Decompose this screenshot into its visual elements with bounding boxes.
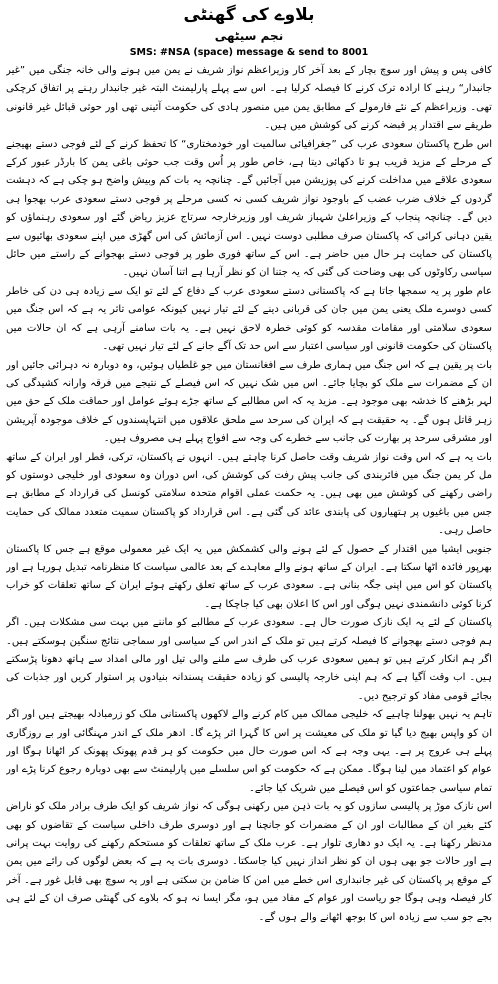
article-paragraph: بات پر یقین ہے کہ اس جنگ میں ہماری طرف سے افغانستان میں جو غلطیاں ہوئیں، وہ دوبارہ نہ دہرائی جائیں اور ان کے مضمرات سے ملک کو بچایا جائے۔ اس میں شک نہیں کہ اس فیصلے کے نتیجے میں فرقہ وارانہ کشیدگی کی لہر بڑھنے کا خدشہ بھی موجود ہے۔ مزید یہ کہ اس مطالبے کے ساتھ جڑے ہوئے عوامل اور حماقت ملک کے حق میں زہر قاتل ہوں گے۔ یہ حقیقت ہے کہ ایران کی سرحد سے ملحق علاقوں میں انتہاپسندوں کے خلاف موجودہ آپریشن اور مشرقی سرحد پر بھارت کی جانب سے خطرے کی وجہ سے افواج پہلے ہی مصروف ہیں۔ bbox=[6, 359, 492, 445]
article-paragraph: پاکستان کے لئے یہ ایک نازک صورت حال ہے۔ سعودی عرب کے مطالبے کو ماننے میں بہت سی مشکلات ہیں۔ اگر ہم فوجی دستے بھجوانے کا فیصلہ کرتے ہیں تو ملک کے اندر اس کے سیاسی اور سماجی نتائج سنگین ہوسکتے ہیں۔ اگر ہم انکار کرتے ہیں تو ہمیں سعودی عرب کی طرف سے ملنے والی تیل اور مالی امداد سے ہاتھ دھونا پڑسکتے ہیں۔ اب وقت آگیا ہے کہ ہم اپنی خارجہ پالیسی کو زیادہ حقیقت پسندانہ بنیادوں پر استوار کریں اور جذبات کی بجائے قومی مفاد کو ترجیح دیں۔ bbox=[6, 617, 492, 702]
article-paragraph: اس طرح پاکستان سعودی عرب کی ”جغرافیائی سالمیت اور خودمختاری“ کا تحفظ کرنے کے لئے فوجی دستے بھیجنے کے مرحلے کے مزید قریب ہو تا دکھائی دیتا ہے، خاص طور پر اُس وقت جب حوثی باغی یمن کا بارڈر عبور کرکے سعودی علاقے میں مداخلت کرنے کی پوزیشن میں آجائیں گے۔ چنانچہ یہ بات کم وبیش واضح ہو چکی ہے کہ دہشت گردوں کے خلاف ضرب عضب کے باوجود نواز شریف کسی نہ کسی مرحلے پر فوجی دستے سعودی عرب بھجوا ہی دیں گے۔ چنانچہ پنجاب کے وزیراعلیٰ شہباز شریف اور وزیرخارجہ سرتاج عزیز ریاض گئے اور سعودی رہنماؤں کو یقین دہانی کرائی کہ پاکستان صرف مطلبی دوست نہیں۔ اس آزمائش کی اس گھڑی میں اپنے سعودی بھائیوں سے پاکستان کی حمایت ہر حال میں حاضر ہے۔ اس کے ساتھ فوری طور پر فوجی دستے بھجوانے کے راستے میں حائل سیاسی رکاوٹوں کی بھی وضاحت کی گئی کہ یہ جتنا ان کو نظر آرہا ہے اتنا آسان نہیں۔ bbox=[6, 138, 492, 279]
article-paragraph: اس نازک موڑ پر پالیسی سازوں کو یہ بات ذہن میں رکھنی ہوگی کہ نواز شریف کو ایک طرف برادر ملک کو ناراض کئے بغیر ان کے مطالبات اور ان کے مضمرات کو جانچنا ہے اور دوسری طرف داخلی سیاست کے تقاضوں کو بھی مدنظر رکھنا ہے۔ یہ ایک دو دھاری تلوار ہے۔ عرب ملک کے ساتھ تعلقات کو مستحکم رکھنے کی روایت بہت پرانی ہے اور حالات جو بھی ہوں ان کو نظر انداز نہیں کیا جاسکتا۔ دوسری بات یہ ہے کہ بعض لوگوں کی رائے میں یمن کے موقع پر پاکستان کی غیر جانبداری اس خطے میں امن کا ضامن بن سکتی ہے اور یہ سوچ بھی قابل غور ہے۔ آخر کار فیصلہ وہی ہوگا جو ریاست اور عوام کے مفاد میں ہو، مگر ایسا نہ ہو کہ بلاوے کی گھنٹی صرف ان کے لئے ہی بجے جو سب سے زیادہ اس کا بوجھ اٹھانے والے ہوں گے۔ bbox=[6, 801, 492, 923]
article-paragraph: بات یہ ہے کہ اس وقت نواز شریف وقت حاصل کرنا چاہتے ہیں۔ انہوں نے پاکستان، ترکی، قطر اور ایران کے ساتھ مل کر یمن جنگ میں فائربندی کی جانب پیش رفت کی کوشش کی، اس دوران وہ سعودی اور خلیجی دوستوں کو راضی رکھنے کی کوشش میں بھی ہیں۔ یہ حکمت عملی اقوام متحدہ سلامتی کونسل کی قرارداد کے مطابق ہے جس میں باغیوں پر ہتھیاروں کی پابندی عائد کی گئی ہے۔ اس قرارداد کو پاکستان سمیت متعدد ممالک کی حمایت حاصل رہی۔ bbox=[6, 451, 492, 537]
article-paragraph: جنوبی ایشیا میں اقتدار کے حصول کے لئے ہونے والی کشمکش میں یہ ایک غیر معمولی موقع ہے جس کا پاکستان بھرپور فائدہ اٹھا سکتا ہے۔ ایران کے ساتھ ہونے والے معاہدے کے بعد عالمی سیاست کا منظرنامہ تبدیل ہورہا ہے اور پاکستان کو اس میں اپنی جگہ بنانی ہے۔ سعودی عرب کے ساتھ تعلق رکھتے ہوئے ایران کے ساتھ تعلقات کو خراب کرنا کوئی دانشمندی نہیں ہوگی اور اس کا اعلان بھی کیا جاچکا ہے۔ bbox=[6, 543, 492, 610]
article-paragraph: عام طور پر یہ سمجھا جاتا ہے کہ پاکستانی دستے سعودی عرب کے دفاع کے لئے تو ایک سے زیادہ ہی دن کی خاطر کسی دوسرے ملک یعنی یمن میں جان کی قربانی دینے کے لئے تیار نہیں کیونکہ عوامی تاثر یہ ہے کہ اس جنگ میں سعودی سلامتی اور مقامات مقدسہ کو کوئی خطرہ لاحق نہیں ہے۔ یہ بات سامنے آرہی ہے کہ ان حالات میں پاکستان کی حکومت قانونی اور سیاسی اعتبار سے اس حد تک آگے جانے کے لئے تیار نہیں تھی۔ bbox=[6, 285, 492, 353]
author-name: نجم سیٹھی bbox=[214, 29, 284, 43]
article-paragraph: کافی پس و پیش اور سوچ بچار کے بعد آخر کار وزیراعظم نواز شریف نے یمن میں ہونے والی خانہ جنگی میں ”غیر جانبدار“ رہنے کا ارادہ ترک کرنے کا فیصلہ کرلیا ہے۔ اس سے پہلے پارلیمنٹ البتہ غیر جانبدار رہنے پر اتفاق کرچکی تھی۔ وزیراعظم کے نئے فارمولے کے مطابق یمن میں منصور ہادی کی حکومت آئینی تھی اور حوثی قبائل غیر قانونی طریقے سے اقتدار پر قبضہ کرنے کی کوشش میں ہیں۔ bbox=[6, 65, 492, 132]
article-body bbox=[6, 62, 492, 974]
sms-line: SMS: #NSA (space) message & send to 8001 bbox=[129, 47, 369, 58]
article-paragraph: تاہم یہ نہیں بھولنا چاہیے کہ خلیجی ممالک میں کام کرنے والے لاکھوں پاکستانی ملک کو زرمبادلہ بھیجتے ہیں اور اگر ان کو واپس بھیج دیا گیا تو ملک کی معیشت پر اس کا گہرا اثر پڑے گا۔ ادھر ملک کے اندر مہنگائی اور بے روزگاری پہلے ہی عروج پر ہے۔ یہی وجہ ہے کہ اس صورت حال میں حکومت کو ہر قدم پھونک پھونک کر اٹھانا ہوگا اور عوام کو اعتماد میں لینا ہوگا۔ ممکن ہے کہ حکومت کو اس سلسلے میں پارلیمنٹ سے بھی دوبارہ رجوع کرنا پڑے اور تمام سیاسی جماعتوں کو اس فیصلے میں شریک کیا جائے۔ bbox=[6, 709, 492, 794]
article-title: بلاوے کی گھنٹی bbox=[183, 5, 315, 25]
